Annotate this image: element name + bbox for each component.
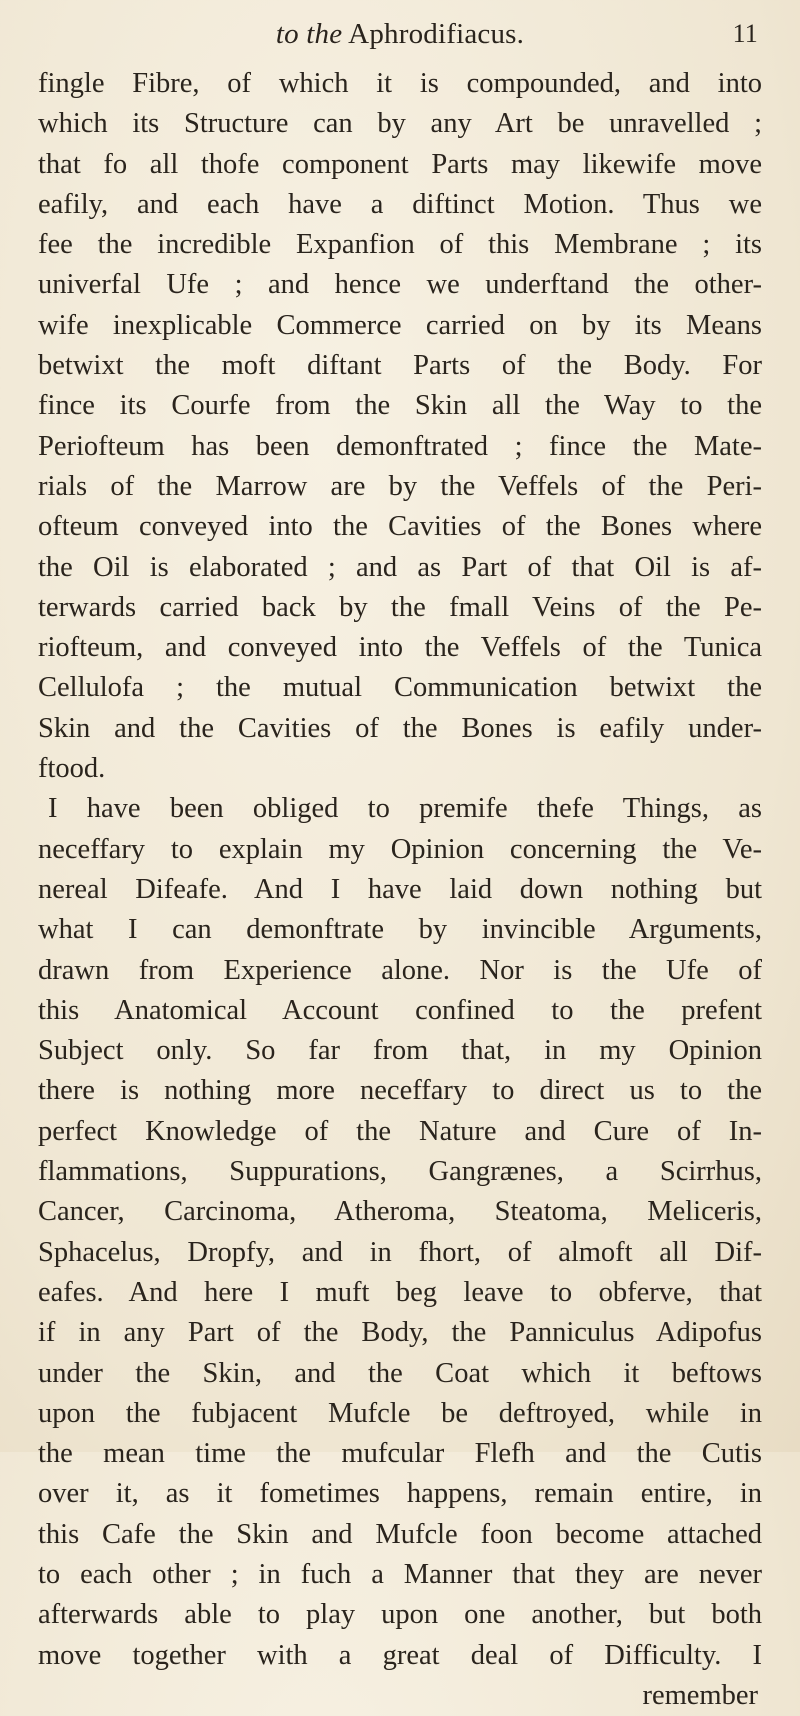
running-head bbox=[38, 14, 762, 54]
text-line: wife inexplicable Commerce carried on by its Means bbox=[38, 309, 762, 341]
text-line: fee the incredible Expanfion of this Membrane ; its bbox=[38, 229, 762, 261]
text-line: perfect Knowledge of the Nature and Cure of In- bbox=[38, 1115, 762, 1147]
text-line: afterwards able to play upon one another, but both bbox=[38, 1599, 762, 1631]
catchword: remember bbox=[642, 1679, 758, 1711]
text-line: over it, as it fometimes happens, remain entire, in bbox=[38, 1478, 762, 1510]
running-head-prefix: to the bbox=[275, 18, 343, 50]
text-line: univerfal Ufe ; and hence we underftand the other- bbox=[38, 269, 762, 301]
text-line: rials of the Marrow are by the Veffels of the Peri- bbox=[38, 470, 762, 502]
text-line: I have been obliged to premife thefe Things, as bbox=[48, 793, 762, 825]
text-line: riofteum, and conveyed into the Veffels of the Tunica bbox=[38, 632, 762, 664]
text-line: upon the fubjacent Mufcle be deftroyed, while in bbox=[38, 1397, 762, 1429]
text-line: terwards carried back by the fmall Veins of the Pe- bbox=[38, 591, 762, 623]
text-line: Skin and the Cavities of the Bones is eafily under- bbox=[38, 712, 762, 744]
text-line: nereal Difeafe. And I have laid down nothing but bbox=[38, 873, 762, 905]
text-line: eafily, and each have a diftinct Motion. Thus we bbox=[38, 188, 762, 220]
text-line: the mean time the mufcular Flefh and the Cutis bbox=[38, 1438, 762, 1470]
text-line: flammations, Suppurations, Gangrænes, a Scirrhus, bbox=[38, 1156, 762, 1188]
text-line: fince its Courfe from the Skin all the Way to the bbox=[38, 390, 762, 422]
text-line: there is nothing more neceffary to direct us to the bbox=[38, 1075, 762, 1107]
text-line: betwixt the moft diftant Parts of the Body. For bbox=[38, 350, 762, 382]
text-line: ftood. bbox=[38, 753, 106, 785]
page-number: 11 bbox=[732, 19, 758, 48]
text-line: this Cafe the Skin and Mufcle foon become attached bbox=[38, 1518, 762, 1550]
text-line: to each other ; in fuch a Manner that they are never bbox=[38, 1558, 762, 1590]
text-line: that fo all thofe component Parts may likewife move bbox=[38, 148, 762, 180]
text-line: the Oil is elaborated ; and as Part of that Oil is af- bbox=[38, 551, 762, 583]
text-line: drawn from Experience alone. Nor is the Ufe of bbox=[38, 954, 762, 986]
text-line: Periofteum has been demonftrated ; fince the Mate- bbox=[38, 430, 762, 462]
text-line: Subject only. So far from that, in my Opinion bbox=[38, 1035, 762, 1067]
text-line: fingle Fibre, of which it is compounded, and into bbox=[38, 68, 762, 99]
text-line: Sphacelus, Dropfy, and in fhort, of almoft all Dif- bbox=[38, 1236, 762, 1268]
text-line: under the Skin, and the Coat which it beftows bbox=[38, 1357, 762, 1389]
text-line: what I can demonftrate by invincible Arguments, bbox=[38, 914, 762, 946]
text-line: neceffary to explain my Opinion concerning the Ve- bbox=[38, 833, 762, 865]
text-line: Cancer, Carcinoma, Atheroma, Steatoma, Meliceris, bbox=[38, 1196, 762, 1228]
text-line: move together with a great deal of Difficulty. I bbox=[38, 1639, 762, 1671]
running-head-title: Aphrodifiacus. bbox=[348, 18, 525, 50]
text-line: which its Structure can by any Art be unravelled ; bbox=[38, 108, 762, 140]
text-line: if in any Part of the Body, the Panniculus Adipofus bbox=[38, 1317, 762, 1349]
text-line: ofteum conveyed into the Cavities of the Bones where bbox=[38, 511, 762, 543]
text-line: this Anatomical Account confined to the prefent bbox=[38, 994, 762, 1026]
text-line: Cellulofa ; the mutual Communication betwixt the bbox=[38, 672, 762, 704]
text-line: eafes. And here I muft beg leave to obferve, that bbox=[38, 1276, 762, 1308]
body-text bbox=[38, 64, 762, 1716]
